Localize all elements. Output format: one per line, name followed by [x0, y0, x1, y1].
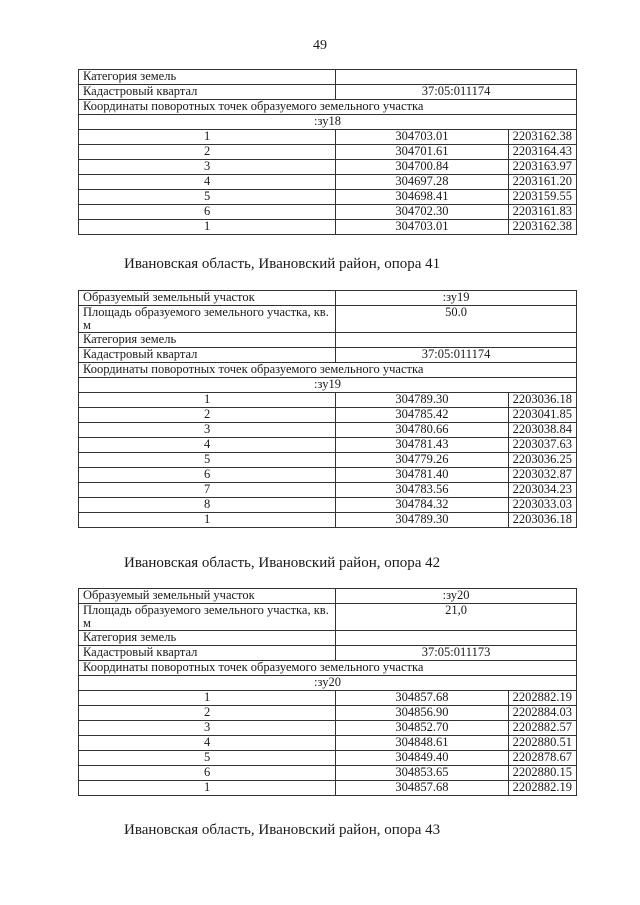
cadastral-label: Кадастровый квартал: [79, 85, 336, 100]
coord-x: 304852.70: [336, 721, 508, 736]
coordinate-row: [79, 438, 577, 453]
cadastral-value: 37:05:011173: [336, 646, 577, 661]
coordinate-row: [79, 751, 577, 766]
category-label: Категория земель: [79, 631, 336, 646]
coord-x: 304781.43: [336, 438, 508, 453]
coord-x: 304698.41: [336, 190, 508, 205]
coord-y: 2203032.87: [508, 468, 576, 483]
coord-y: 2202882.57: [508, 721, 576, 736]
coordinate-row: [79, 423, 577, 438]
coord-y: 2202882.19: [508, 691, 576, 706]
cadastral-row: [79, 85, 577, 100]
coord-y: 2203034.23: [508, 483, 576, 498]
coordinate-points: [79, 691, 577, 796]
coord-x: 304789.30: [336, 513, 508, 528]
category-value: [336, 70, 577, 85]
point-number: 6: [79, 205, 336, 220]
land-plot-table-zu20: [78, 588, 577, 796]
plot-id-row: [79, 676, 577, 691]
coord-y: 2203161.20: [508, 175, 576, 190]
coord-y: 2203163.97: [508, 160, 576, 175]
coord-y: 2203033.03: [508, 498, 576, 513]
plot-row: [79, 589, 577, 604]
coordinate-row: [79, 130, 577, 145]
category-value: [336, 333, 577, 348]
coordinate-row: [79, 205, 577, 220]
coord-x: 304848.61: [336, 736, 508, 751]
coord-y: 2203162.38: [508, 130, 576, 145]
location-heading: Ивановская область, Ивановский район, опора 43: [124, 822, 441, 838]
coordinate-points: [79, 393, 577, 528]
category-label: Категория земель: [79, 333, 336, 348]
point-number: 1: [79, 691, 336, 706]
coord-x: 304780.66: [336, 423, 508, 438]
coord-x: 304701.61: [336, 145, 508, 160]
coordinate-row: [79, 393, 577, 408]
cadastral-value: 37:05:011174: [336, 348, 577, 363]
point-number: 4: [79, 438, 336, 453]
area-row: [79, 604, 577, 631]
point-number: 8: [79, 498, 336, 513]
cadastral-label: Кадастровый квартал: [79, 646, 336, 661]
point-number: 2: [79, 145, 336, 160]
category-row: [79, 333, 577, 348]
coord-x: 304849.40: [336, 751, 508, 766]
location-heading: Ивановская область, Ивановский район, опора 41: [124, 256, 441, 272]
point-number: 4: [79, 175, 336, 190]
coord-x: 304783.56: [336, 483, 508, 498]
point-number: 3: [79, 721, 336, 736]
area-label: Площадь образуемого земельного участка, кв. м: [79, 604, 336, 631]
point-number: 2: [79, 408, 336, 423]
plot-label: Образуемый земельный участок: [79, 589, 336, 604]
coordinate-row: [79, 468, 577, 483]
coordinate-points: [79, 130, 577, 235]
point-number: 4: [79, 736, 336, 751]
coord-y: 2202880.15: [508, 766, 576, 781]
area-label: Площадь образуемого земельного участка, кв. м: [79, 306, 336, 333]
coord-y: 2202884.03: [508, 706, 576, 721]
point-number: 1: [79, 781, 336, 796]
location-heading: Ивановская область, Ивановский район, опора 42: [124, 555, 441, 571]
point-number: 7: [79, 483, 336, 498]
category-row: [79, 70, 577, 85]
coord-x: 304781.40: [336, 468, 508, 483]
coordinate-row: [79, 175, 577, 190]
point-number: 5: [79, 190, 336, 205]
point-number: 1: [79, 393, 336, 408]
coordinate-row: [79, 498, 577, 513]
point-number: 3: [79, 160, 336, 175]
plot-row: [79, 291, 577, 306]
coord-x: 304856.90: [336, 706, 508, 721]
coordinate-row: [79, 766, 577, 781]
plot-id-row: [79, 378, 577, 393]
point-number: 2: [79, 706, 336, 721]
coord-y: 2203162.38: [508, 220, 576, 235]
coord-y: 2202882.19: [508, 781, 576, 796]
coords-header: Координаты поворотных точек образуемого земельного участка: [79, 100, 577, 115]
coord-y: 2203036.18: [508, 393, 576, 408]
coord-y: 2203036.18: [508, 513, 576, 528]
coordinate-row: [79, 691, 577, 706]
point-number: 1: [79, 130, 336, 145]
land-plot-table-zu18: [78, 69, 577, 235]
coordinate-row: [79, 408, 577, 423]
plot-value: :зу20: [336, 589, 577, 604]
point-number: 6: [79, 468, 336, 483]
point-number: 5: [79, 751, 336, 766]
area-value: 50.0: [336, 306, 577, 333]
plot-id: :зу19: [79, 378, 577, 393]
coords-header: Координаты поворотных точек образуемого земельного участка: [79, 661, 577, 676]
coord-x: 304853.65: [336, 766, 508, 781]
category-value: [336, 631, 577, 646]
plot-value: :зу19: [336, 291, 577, 306]
plot-id-row: [79, 115, 577, 130]
coord-x: 304697.28: [336, 175, 508, 190]
coord-x: 304702.30: [336, 205, 508, 220]
point-number: 3: [79, 423, 336, 438]
cadastral-value: 37:05:011174: [336, 85, 577, 100]
coordinate-row: [79, 220, 577, 235]
category-label: Категория земель: [79, 70, 336, 85]
coord-y: 2203038.84: [508, 423, 576, 438]
coordinate-row: [79, 513, 577, 528]
coord-x: 304700.84: [336, 160, 508, 175]
coord-x: 304784.32: [336, 498, 508, 513]
coord-y: 2203159.55: [508, 190, 576, 205]
point-number: 5: [79, 453, 336, 468]
coordinate-row: [79, 453, 577, 468]
plot-id: :зу18: [79, 115, 577, 130]
coord-x: 304857.68: [336, 781, 508, 796]
coords-header-row: [79, 661, 577, 676]
coord-x: 304857.68: [336, 691, 508, 706]
point-number: 1: [79, 220, 336, 235]
land-plot-table-zu19: [78, 290, 577, 528]
area-value: 21,0: [336, 604, 577, 631]
coord-x: 304785.42: [336, 408, 508, 423]
coord-y: 2203041.85: [508, 408, 576, 423]
point-number: 6: [79, 766, 336, 781]
coordinate-row: [79, 190, 577, 205]
coords-header-row: [79, 363, 577, 378]
coord-y: 2203161.83: [508, 205, 576, 220]
coords-header-row: [79, 100, 577, 115]
coordinate-row: [79, 706, 577, 721]
coord-y: 2203037.63: [508, 438, 576, 453]
category-row: [79, 631, 577, 646]
coord-y: 2202878.67: [508, 751, 576, 766]
coordinate-row: [79, 483, 577, 498]
coordinate-row: [79, 160, 577, 175]
cadastral-label: Кадастровый квартал: [79, 348, 336, 363]
coord-x: 304703.01: [336, 130, 508, 145]
coord-y: 2203036.25: [508, 453, 576, 468]
page-number: 49: [313, 38, 327, 53]
coords-header: Координаты поворотных точек образуемого земельного участка: [79, 363, 577, 378]
coord-y: 2202880.51: [508, 736, 576, 751]
coordinate-row: [79, 781, 577, 796]
cadastral-row: [79, 348, 577, 363]
coord-x: 304703.01: [336, 220, 508, 235]
coordinate-row: [79, 736, 577, 751]
coordinate-row: [79, 721, 577, 736]
cadastral-row: [79, 646, 577, 661]
coord-x: 304779.26: [336, 453, 508, 468]
area-row: [79, 306, 577, 333]
coord-x: 304789.30: [336, 393, 508, 408]
plot-label: Образуемый земельный участок: [79, 291, 336, 306]
coord-y: 2203164.43: [508, 145, 576, 160]
coordinate-row: [79, 145, 577, 160]
plot-id: :зу20: [79, 676, 577, 691]
point-number: 1: [79, 513, 336, 528]
